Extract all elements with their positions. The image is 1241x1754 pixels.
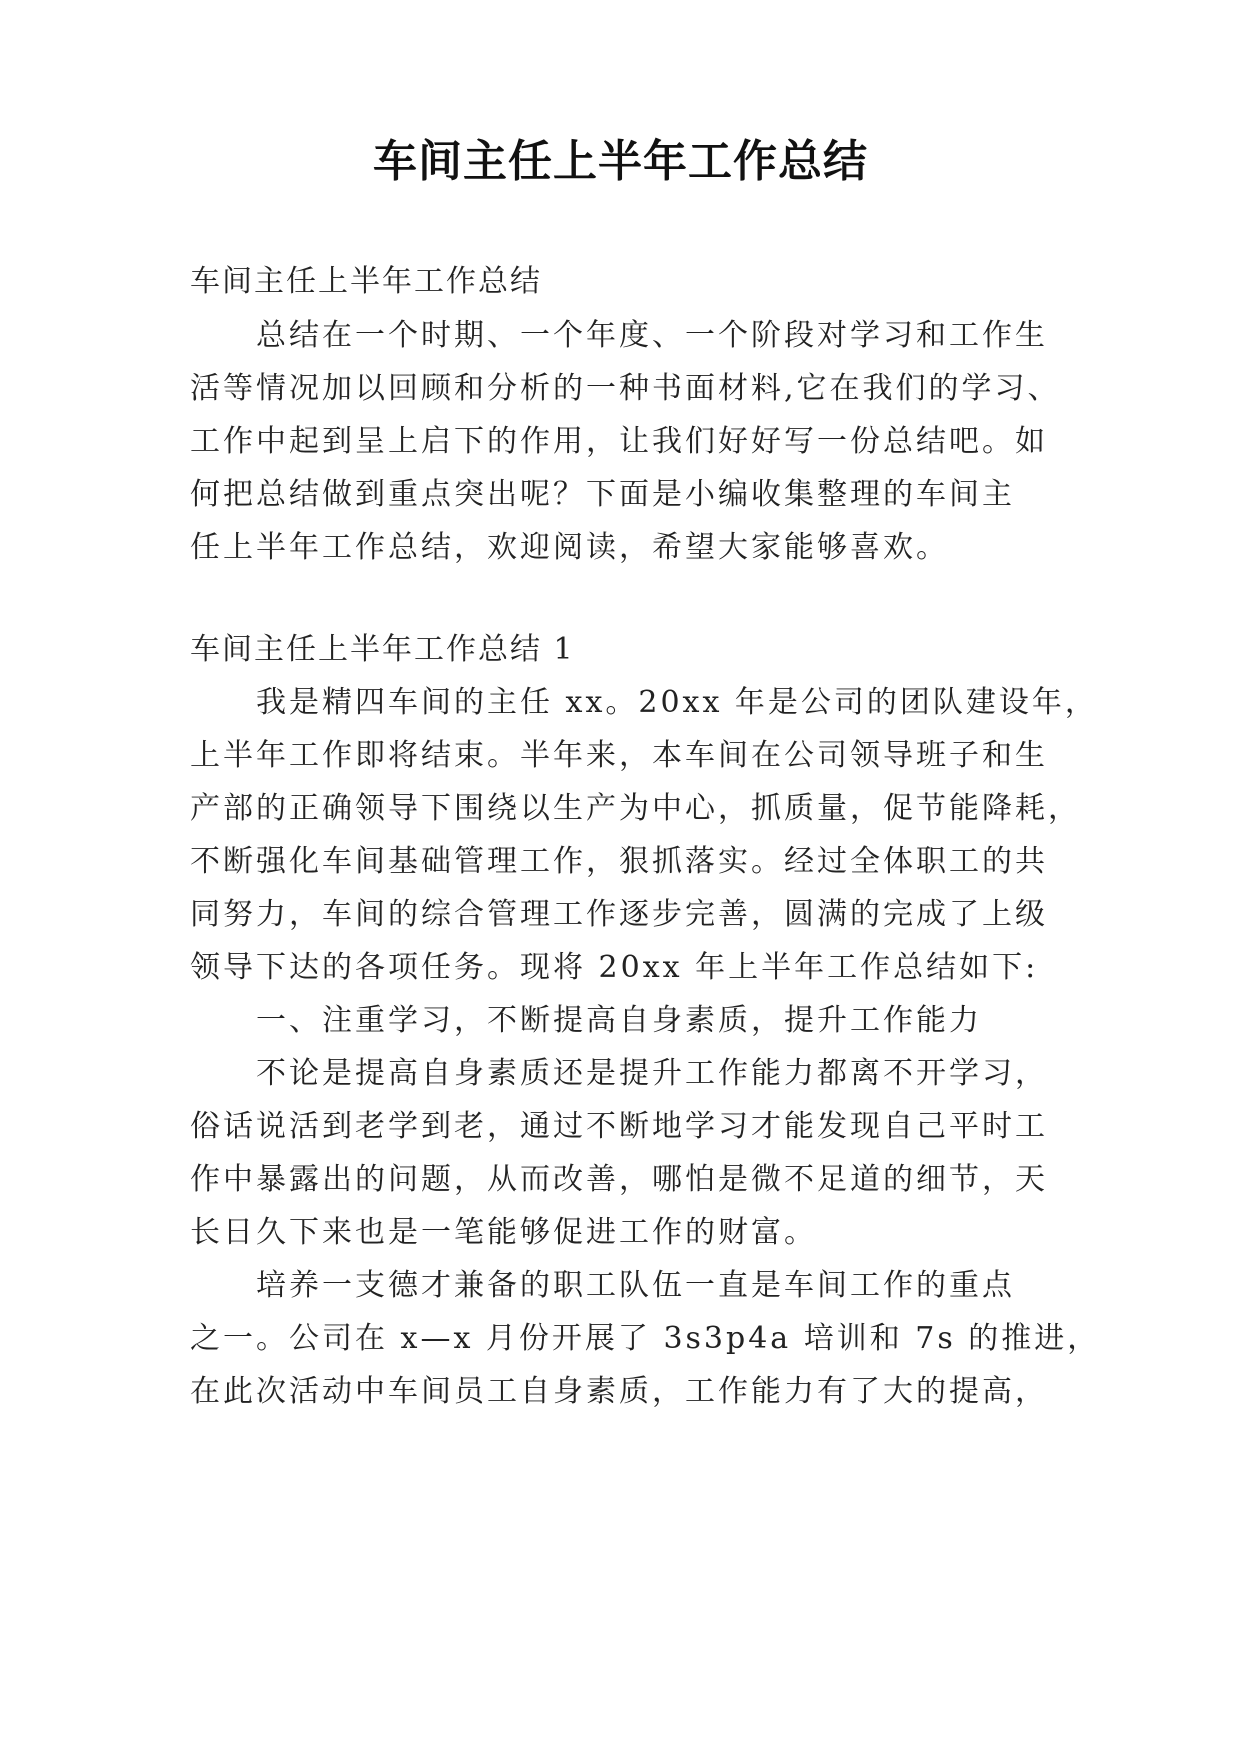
point-line: 之一。公司在 x—x 月份开展了 3s3p4a 培训和 7s 的推进， — [190, 1321, 1101, 1356]
point-line: 培养一支德才兼备的职工队伍一直是车间工作的重点 — [256, 1268, 1015, 1303]
intro-line: 任上半年工作总结，欢迎阅读，希望大家能够喜欢。 — [190, 530, 949, 565]
intro-line: 活等情况加以回顾和分析的一种书面材料,它在我们的学习、 — [190, 371, 1061, 406]
section-line: 领导下达的各项任务。现将 20xx 年上半年工作总结如下: — [190, 950, 1039, 985]
point-heading: 一、注重学习，不断提高自身素质，提升工作能力 — [256, 1003, 982, 1038]
point-line: 长日久下来也是一笔能够促进工作的财富。 — [190, 1215, 817, 1250]
intro-line: 总结在一个时期、一个年度、一个阶段对学习和工作生 — [256, 318, 1048, 353]
point-line: 不论是提高自身素质还是提升工作能力都离不开学习， — [256, 1056, 1048, 1091]
section-line: 产部的正确领导下围绕以生产为中心，抓质量，促节能降耗， — [190, 791, 1081, 826]
point-line: 在此次活动中车间员工自身素质，工作能力有了大的提高， — [190, 1374, 1048, 1409]
intro-heading: 车间主任上半年工作总结 — [190, 264, 542, 299]
intro-line: 工作中起到呈上启下的作用，让我们好好写一份总结吧。如 — [190, 424, 1048, 459]
section-line: 同努力，车间的综合管理工作逐步完善，圆满的完成了上级 — [190, 897, 1048, 932]
section-line: 我是精四车间的主任 xx。20xx 年是公司的团队建设年， — [256, 685, 1098, 720]
section-line: 不断强化车间基础管理工作，狠抓落实。经过全体职工的共 — [190, 844, 1048, 879]
intro-line: 何把总结做到重点突出呢？下面是小编收集整理的车间主 — [190, 477, 1015, 512]
point-line: 俗话说活到老学到老，通过不断地学习才能发现自己平时工 — [190, 1109, 1048, 1144]
section-heading: 车间主任上半年工作总结 1 — [190, 632, 575, 667]
point-line: 作中暴露出的问题，从而改善，哪怕是微不足道的细节，天 — [190, 1162, 1048, 1197]
document-title: 车间主任上半年工作总结 — [373, 136, 868, 187]
section-line: 上半年工作即将结束。半年来，本车间在公司领导班子和生 — [190, 738, 1048, 773]
